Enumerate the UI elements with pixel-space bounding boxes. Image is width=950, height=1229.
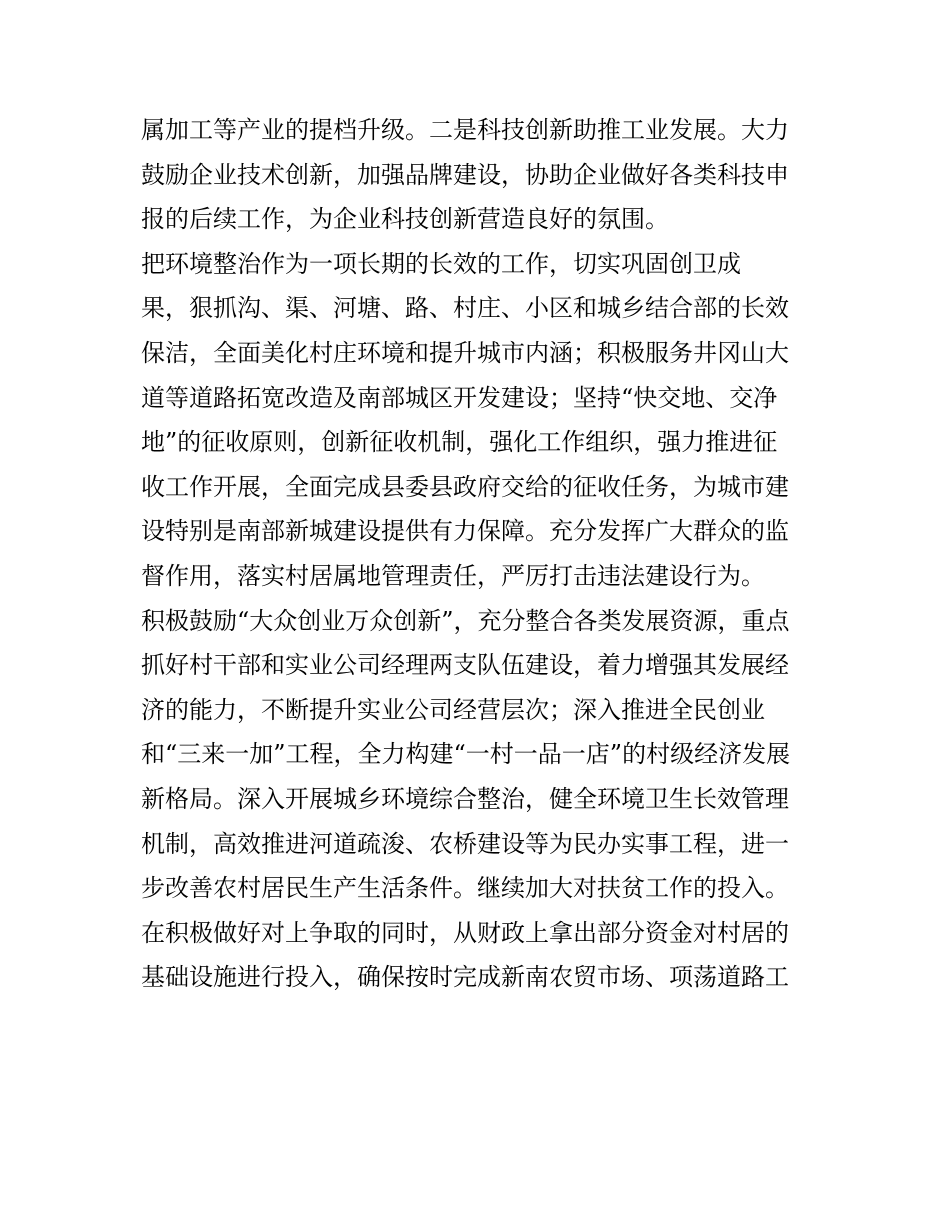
text-line: 步改善农村居民生产生活条件。继续加大对扶贫工作的投入。 <box>141 874 789 903</box>
body-text <box>141 108 821 1000</box>
text-line: 收工作开展，全面完成县委县政府交给的征收任务，为城市建 <box>141 472 789 501</box>
text-line: 和“三来一加”工程，全力构建“一村一品一店”的村级经济发展 <box>141 740 791 769</box>
text-line: 新格局。深入开展城乡环境综合整治，健全环境卫生长效管理 <box>141 784 789 813</box>
text-line: 在积极做好对上争取的同时，从财政上拿出部分资金对村居的 <box>141 918 789 947</box>
text-line: 济的能力，不断提升实业公司经营层次；深入推进全民创业 <box>141 695 765 724</box>
text-line: 机制，高效推进河道疏浚、农桥建设等为民办实事工程，进一 <box>141 829 789 858</box>
text-line: 督作用，落实村居属地管理责任，严厉打击违法建设行为。 <box>141 561 765 590</box>
text-line: 鼓励企业技术创新，加强品牌建设，协助企业做好各类科技申 <box>141 160 789 189</box>
text-line: 抓好村干部和实业公司经理两支队伍建设，着力增强其发展经 <box>141 651 789 680</box>
text-line: 设特别是南部新城建设提供有力保障。充分发挥广大群众的监 <box>141 517 789 546</box>
text-line: 属加工等产业的提档升级。二是科技创新助推工业发展。大力 <box>141 116 789 144</box>
text-line: 积极鼓励“大众创业万众创新”，充分整合各类发展资源，重点 <box>141 606 790 635</box>
text-line: 果，狠抓沟、渠、河塘、路、村庄、小区和城乡结合部的长效 <box>141 294 789 323</box>
text-line: 保洁，全面美化村庄环境和提升城市内涵；积极服务井冈山大 <box>141 338 789 367</box>
text-line: 地”的征收原则，创新征收机制，强化工作组织，强力推进征 <box>141 428 778 457</box>
text-line: 把环境整治作为一项长期的长效的工作，切实巩固创卫成 <box>141 249 741 278</box>
text-line: 基础设施进行投入，确保按时完成新南农贸市场、项荡道路工 <box>141 963 789 992</box>
text-line: 报的后续工作，为企业科技创新营造良好的氛围。 <box>141 205 669 234</box>
text-line: 道等道路拓宽改造及南部城区开发建设；坚持“快交地、交净 <box>141 383 778 412</box>
